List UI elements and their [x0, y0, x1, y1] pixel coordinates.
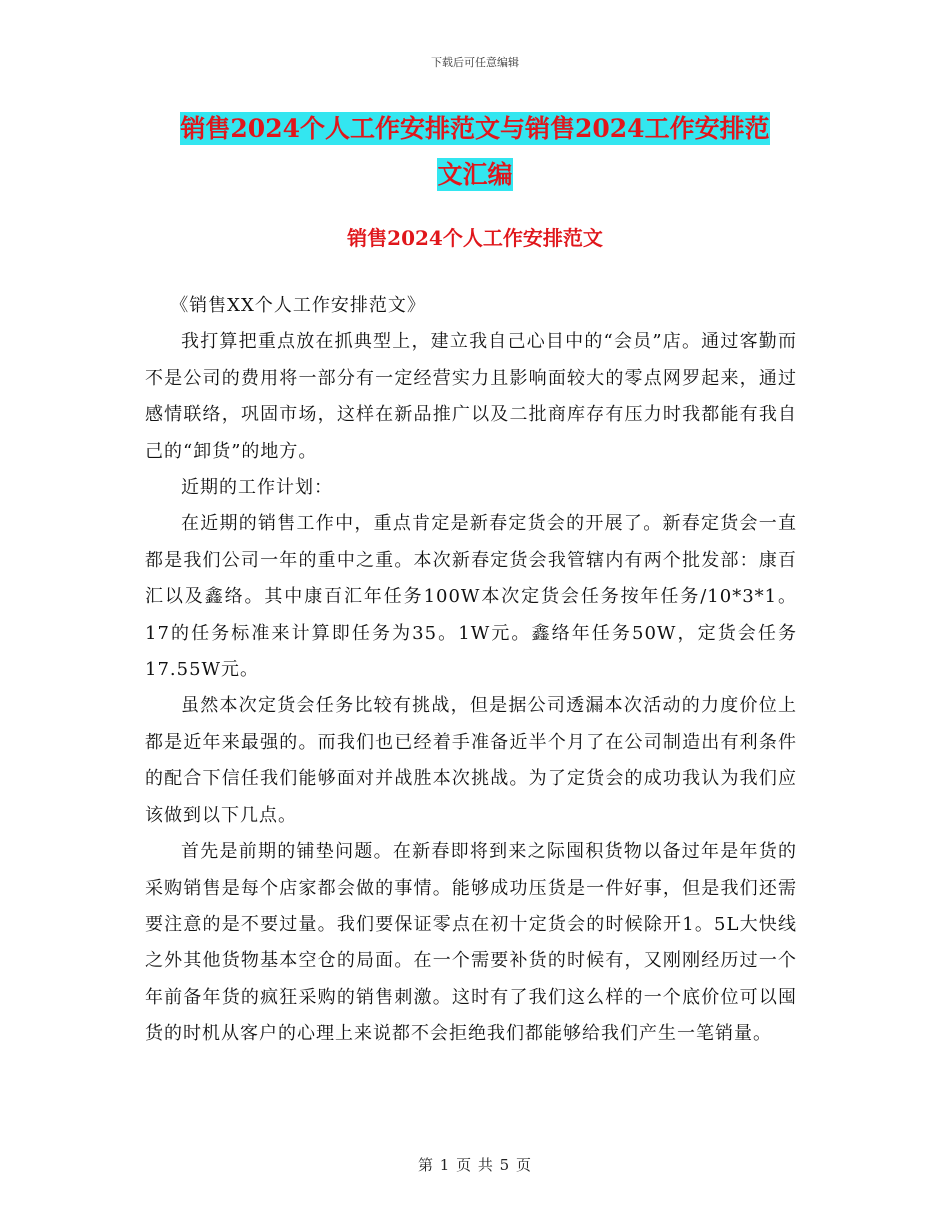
header-note: 下载后可任意编辑: [431, 56, 519, 69]
document-title: [145, 106, 805, 198]
page-footer: 第 1 页 共 5 页: [418, 1156, 532, 1174]
document-title-line1: 销售2024个人工作安排范文与销售2024工作安排范: [180, 114, 770, 143]
paragraph: 虽然本次定货会任务比较有挑战，但是据公司透漏本次活动的力度价位上都是近年来最强的。而我们也已经着手准备近半个月了在公司制造出有利条件的配合下信任我们能够面对并战胜本次挑战。为了定货会的成功我认为我们应该做到以下几点。: [145, 695, 797, 826]
section-title: 销售2024个人工作安排范文: [347, 226, 603, 250]
document-title-line2: 文汇编: [437, 160, 513, 189]
body-text: [145, 288, 797, 1053]
article-subtitle: 《销售XX个人工作安排范文》: [170, 295, 426, 316]
paragraph: 在近期的销售工作中，重点肯定是新春定货会的开展了。新春定货会一直都是我们公司一年的重中之重。本次新春定货会我管辖内有两个批发部：康百汇以及鑫络。其中康百汇年任务100W本次定货会任务按年任务/10*3*1。17的任务标准来计算即任务为35。1W元。鑫络年任务50W，定货会任务17.55W元。: [145, 513, 797, 681]
paragraph: 首先是前期的铺垫问题。在新春即将到来之际囤积货物以备过年是年货的采购销售是每个店家都会做的事情。能够成功压货是一件好事，但是我们还需要注意的是不要过量。我们要保证零点在初十定货会的时候除开1。5L大快线之外其他货物基本空仓的局面。在一个需要补货的时候有，又刚刚经历过一个年前备年货的疯狂采购的销售刺激。这时有了我们这么样的一个底价位可以囤货的时机从客户的心理上来说都不会拒绝我们都能够给我们产生一笔销量。: [145, 841, 797, 1045]
paragraph: 我打算把重点放在抓典型上，建立我自己心目中的“会员”店。通过客勤而不是公司的费用将一部分有一定经营实力且影响面较大的零点网罗起来，通过感情联络，巩固市场，这样在新品推广以及二批商库存有压力时我都能有我自己的“卸货”的地方。: [145, 331, 797, 462]
paragraph: 近期的工作计划：: [181, 477, 333, 499]
